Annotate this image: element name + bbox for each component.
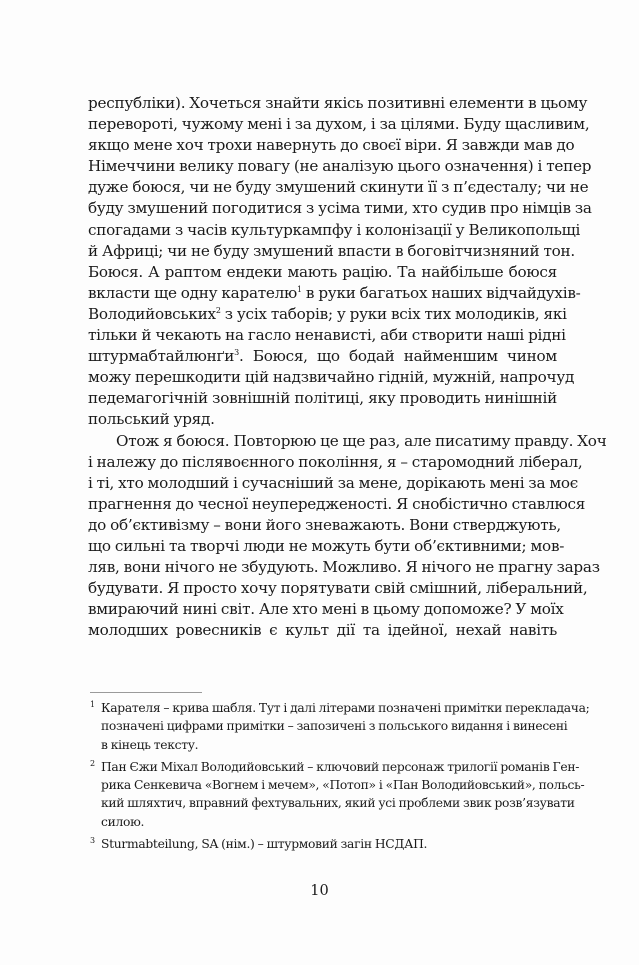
text-segment: в руки багатьох наших відчайдухів- (301, 283, 581, 302)
text-line: і належу до післявоєнного покоління, я – старомодний ліберал, (88, 452, 583, 471)
footnote-ref-1[interactable]: 1 (297, 284, 302, 294)
footnote-line: Sturmabteilung, SA (нім.) – штурмовий загін НСДАП. (101, 837, 428, 852)
text-line: педемагогічній зовнішній політиці, яку проводить нинішній (88, 389, 557, 408)
footnote-line: позначені цифрами примітки – запозичені з польського видання і винесені (101, 719, 568, 734)
footnote-line: Карателя – крива шабля. Тут і далі літерами позначені примітки перекладача; (101, 701, 590, 715)
footnote-line: Пан Єжи Міхал Володийовський – ключовий персонаж трилогії романів Ген- (101, 759, 580, 774)
text-line: перевороті, чужому мені і за духом, і за цілями. Буду щасливим, (88, 115, 590, 134)
text-line: можу перешкодити цій надзвичайно гідній, мужній, напрочуд (88, 368, 575, 387)
text-line: й Африці; чи не буду змушений впасти в боговітчизняний тон. (88, 241, 575, 260)
text-line: Німеччини велику повагу (не аналізую цього означення) і тепер (88, 157, 592, 176)
footnote-line: силою. (101, 814, 145, 829)
text-line: до об’єктивізму – вони його зневажають. Вони стверджують, (88, 515, 561, 534)
text-segment: Володийовських (88, 304, 216, 323)
text-line: Отож я боюся. Повторюю це ще раз, але писатиму правду. Хоч (116, 431, 607, 450)
text-line: якщо мене хоч трохи навернуть до своєї віри. Я завжди мав до (88, 136, 575, 155)
footnote-line: кий шляхтич, вправний фехтувальних, який усі проблеми звик розв’язувати (101, 796, 575, 811)
text-line: ляв, вони нічого не збудують. Можливо. Я нічого не прагну зараз (88, 558, 600, 577)
paragraph-1 (88, 93, 592, 431)
footnote-line: в кінець тексту. (101, 737, 199, 752)
text-line: спогадами з часів культуркампфу і колонізації у Великопольщі (88, 220, 581, 239)
text-line: і ті, хто молодший і сучасніший за мене, дорікають мені за моє (88, 473, 579, 492)
footnote-1 (88, 699, 590, 754)
page-number: 10 (310, 883, 329, 899)
footnote-mark: 2 (90, 758, 96, 768)
text-line (88, 304, 567, 325)
footnote-3 (88, 835, 557, 853)
text-line: польський уряд. (88, 410, 215, 429)
text-segment: штурмабтайлюнґи (88, 347, 235, 366)
text-line: республіки). Хочеться знайти якісь позитивні елементи в цьому (88, 94, 588, 112)
text-line: будувати. Я просто хочу порятувати свій смішний, ліберальний, (88, 579, 588, 598)
text-line: молодших ровесників є культ дії та ідейної, нехай навіть (88, 621, 557, 640)
footnote-2 (88, 758, 585, 831)
footnote-line: рика Сенкевича «Вогнем і мечем», «Потоп» і «Пан Володийовський», польсь- (101, 778, 585, 793)
text-line: Боюся. А раптом ендеки мають рацію. Та найбільше боюся (88, 262, 557, 281)
body-text (88, 93, 607, 641)
footnotes (88, 699, 590, 857)
text-line: буду змушений погодитися з усіма тими, хто судив про німців за (88, 199, 592, 218)
text-segment: . Боюся, що бодай найменшим чином (239, 347, 557, 366)
text-line (88, 346, 557, 367)
footnote-mark: 1 (90, 700, 96, 709)
footnote-ref-2[interactable]: 2 (215, 305, 221, 315)
text-segment: вкласти ще одну карателю (88, 283, 298, 302)
text-segment: з усіх таборів; у руки всіх тих молодиків, які (220, 304, 567, 323)
footnote-divider (90, 692, 202, 693)
footnote-mark: 3 (90, 836, 96, 846)
text-line: тільки й чекають на гасло ненависті, аби створити наші рідні (88, 326, 566, 345)
text-line (88, 283, 581, 304)
paragraph-2 (88, 431, 607, 642)
text-line: вмираючий нині світ. Але хто мені в цьому допоможе? У моїх (88, 600, 564, 619)
text-line: що сильні та творчі люди не можуть бути об’єктивними; мов- (88, 536, 565, 555)
text-line: прагнення до чесної неупередженості. Я снобістично ставлюся (88, 494, 586, 513)
text-line: дуже боюся, чи не буду змушений скинути її з п’єдесталу; чи не (88, 178, 589, 197)
footnote-ref-3[interactable]: 3 (234, 348, 240, 358)
